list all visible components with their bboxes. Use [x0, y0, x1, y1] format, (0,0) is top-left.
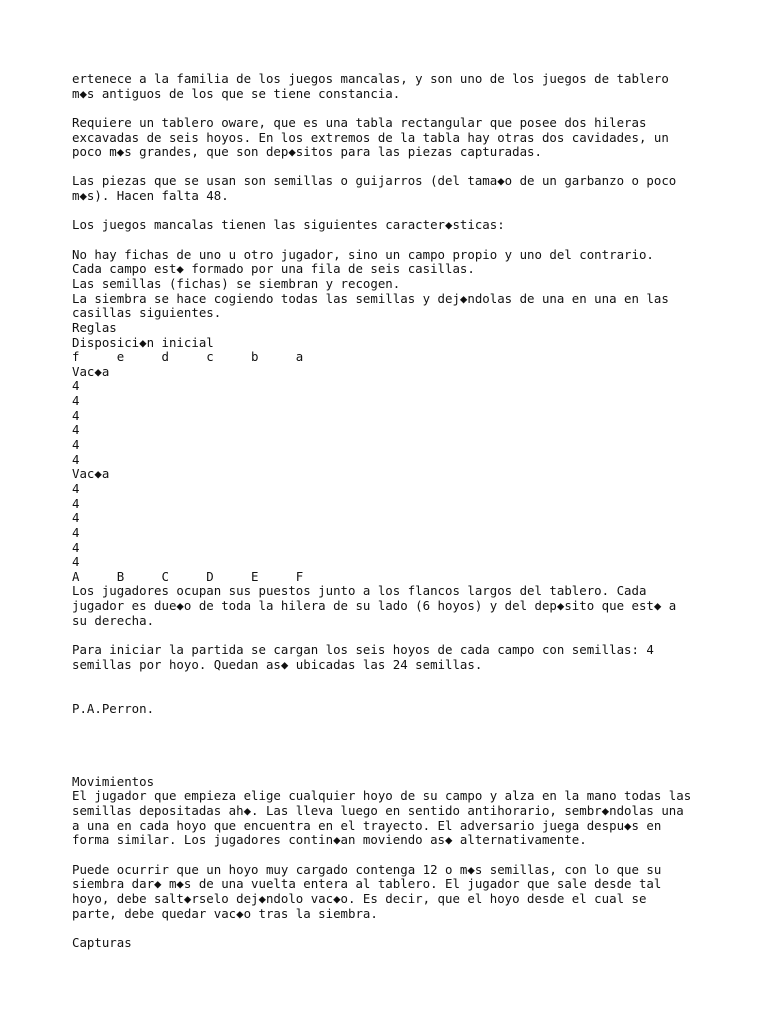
text-line: Puede ocurrir que un hoyo muy cargado contenga 12 o m◆s semillas, con lo que su: [72, 861, 662, 877]
text-line: 4: [72, 393, 80, 409]
text-line: El jugador que empieza elige cualquier hoyo de su campo y alza en la mano todas las: [72, 788, 692, 804]
text-line: 4: [72, 510, 80, 526]
text-line: jugador es due◆o de toda la hilera de su lado (6 hoyos) y del dep◆sito que est◆ a: [72, 598, 677, 614]
blank-line: [72, 848, 752, 863]
text-line: Las semillas (fichas) se siembran y recogen.: [72, 275, 401, 291]
text-line: A B C D E F: [72, 568, 304, 584]
text-line: ertenece a la familia de los juegos mancalas, y son uno de los juegos de tablero: [72, 71, 669, 86]
blank-line: [72, 745, 752, 760]
blank-line: [72, 716, 752, 731]
blank-line: [72, 101, 752, 116]
text-line: Los jugadores ocupan sus puestos junto a los flancos largos del tablero. Cada: [72, 583, 647, 599]
text-line: La siembra se hace cogiendo todas las semillas y dej◆ndolas de una en una en las: [72, 290, 669, 306]
text-line: 4: [72, 407, 80, 423]
document-body: [72, 72, 752, 950]
text-line: 4: [72, 437, 80, 453]
blank-line: [72, 204, 752, 219]
blank-line: [72, 760, 752, 775]
text-line: Movimientos: [72, 773, 155, 789]
blank-line: [72, 628, 752, 643]
text-line: 4: [72, 480, 80, 496]
text-line: m◆s). Hacen falta 48.: [72, 188, 229, 204]
text-line: Disposici◆n inicial: [72, 334, 214, 350]
text-line: su derecha.: [72, 612, 155, 628]
blank-line: [72, 731, 752, 746]
blank-line: [72, 687, 752, 702]
text-line: Vac◆a: [72, 363, 110, 379]
text-line: poco m◆s grandes, que son dep◆sitos para las piezas capturadas.: [72, 144, 542, 160]
text-line: Para iniciar la partida se cargan los seis hoyos de cada campo con semillas: 4: [72, 641, 654, 657]
text-line: a una en cada hoyo que encuentra en el trayecto. El adversario juega despu◆s en: [72, 817, 662, 833]
text-line: m◆s antiguos de los que se tiene constancia.: [72, 85, 401, 101]
text-line: No hay fichas de uno u otro jugador, sino un campo propio y uno del contrario.: [72, 246, 654, 262]
text-line: siembra dar◆ m◆s de una vuelta entera al tablero. El jugador que sale desde tal: [72, 876, 662, 892]
blank-line: [72, 160, 752, 175]
text-line: hoyo, debe salt◆rselo dej◆ndolo vac◆o. Es decir, que el hoyo desde el cual se: [72, 890, 647, 906]
text-line: semillas depositadas ah◆. Las lleva luego en sentido antihorario, sembr◆ndolas una: [72, 803, 684, 819]
text-line: Reglas: [72, 319, 117, 335]
text-line: f e d c b a: [72, 349, 304, 365]
text-line: 4: [72, 524, 80, 540]
blank-line: [72, 921, 752, 936]
text-line: Requiere un tablero oware, que es una tabla rectangular que posee dos hileras: [72, 114, 647, 130]
text-line: P.A.Perron.: [72, 700, 155, 716]
text-line: Capturas: [72, 934, 132, 950]
text-line: 4: [72, 554, 80, 570]
text-line: Cada campo est◆ formado por una fila de seis casillas.: [72, 261, 475, 277]
text-line: forma similar. Los jugadores contin◆an moviendo as◆ alternativamente.: [72, 832, 587, 848]
blank-line: [72, 233, 752, 248]
text-line: Los juegos mancalas tienen las siguientes caracter◆sticas:: [72, 217, 505, 233]
text-line: excavadas de seis hoyos. En los extremos de la tabla hay otras dos cavidades, un: [72, 129, 669, 145]
text-line: 4: [72, 451, 80, 467]
text-line: Las piezas que se usan son semillas o guijarros (del tama◆o de un garbanzo o poco: [72, 173, 677, 189]
text-line: 4: [72, 495, 80, 511]
text-line: 4: [72, 539, 80, 555]
text-line: semillas por hoyo. Quedan as◆ ubicadas las 24 semillas.: [72, 656, 483, 672]
text-line: 4: [72, 422, 80, 438]
text-line: 4: [72, 378, 80, 394]
blank-line: [72, 672, 752, 687]
text-line: Vac◆a: [72, 466, 110, 482]
text-line: casillas siguientes.: [72, 305, 222, 321]
text-line: parte, debe quedar vac◆o tras la siembra.: [72, 905, 378, 921]
